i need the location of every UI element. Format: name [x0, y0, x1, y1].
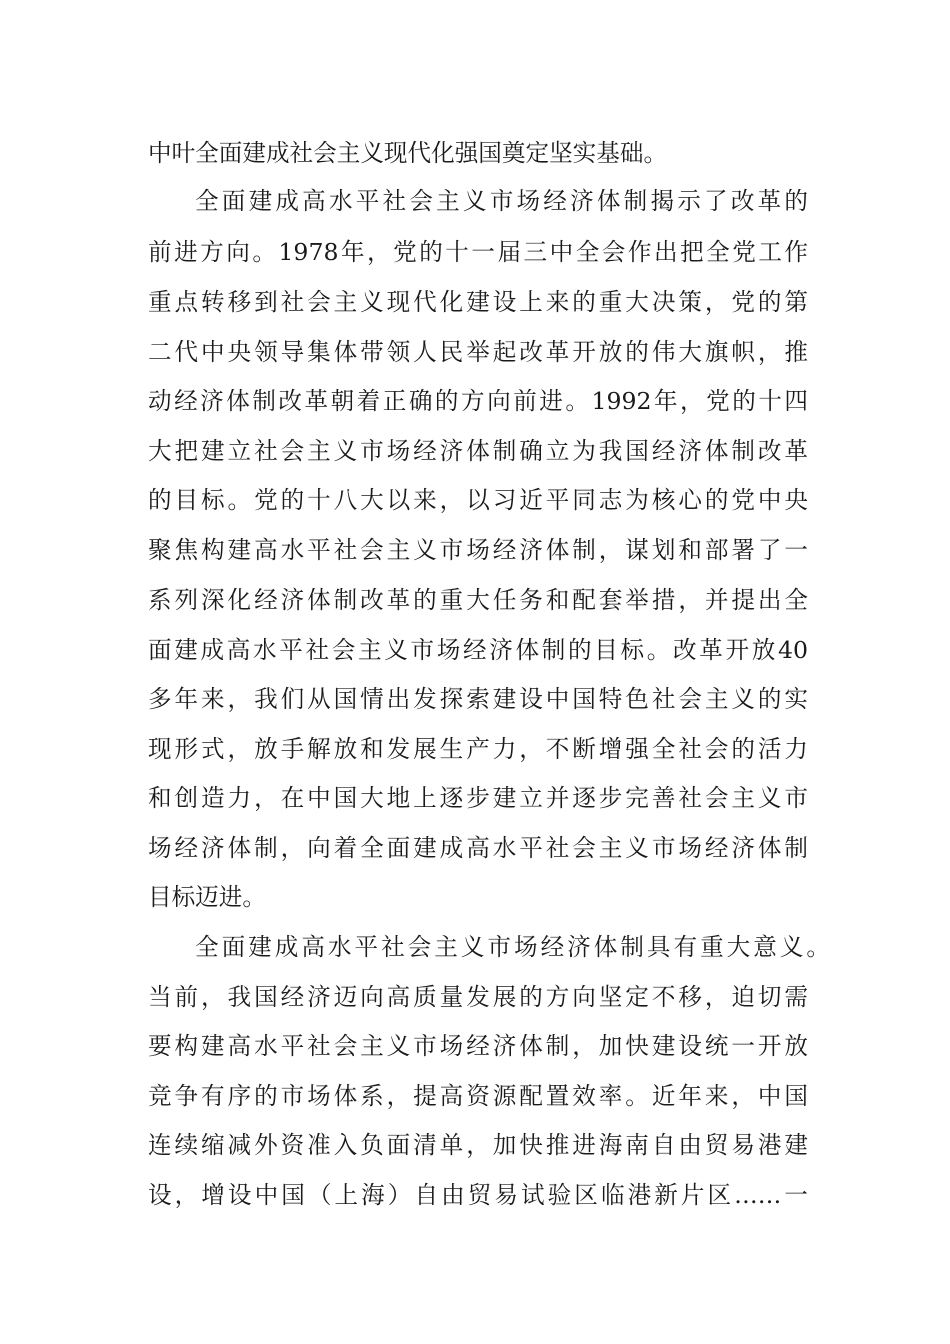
text-line: 中叶全面建成社会主义现代化强国奠定坚实基础。 [148, 139, 668, 167]
text-line: 二代中央领导集体带领人民举起改革开放的伟大旗帜，推 [148, 338, 808, 366]
text-line: 前进方向。1978年，党的十一届三中全会作出把全党工作 [148, 238, 808, 266]
paragraph-first-line: 全面建成高水平社会主义市场经济体制具有重大意义。 [195, 933, 830, 961]
text-line: 当前，我国经济迈向高质量发展的方向坚定不移，迫切需 [148, 983, 808, 1011]
text-line: 现形式，放手解放和发展生产力，不断增强全社会的活力 [148, 735, 808, 763]
text-line: 动经济体制改革朝着正确的方向前进。1992年，党的十四 [148, 387, 808, 415]
text-line: 连续缩减外资准入负面清单，加快推进海南自由贸易港建 [148, 1131, 808, 1159]
text-line: 聚焦构建高水平社会主义市场经济体制，谋划和部署了一 [148, 536, 808, 564]
text-line: 目标迈进。 [148, 883, 266, 911]
paragraph-first-line: 全面建成高水平社会主义市场经济体制揭示了改革的 [195, 187, 808, 215]
text-line: 设，增设中国（上海）自由贸易试验区临港新片区……一 [148, 1181, 808, 1209]
text-line: 大把建立社会主义市场经济体制确立为我国经济体制改革 [148, 437, 808, 465]
text-line: 面建成高水平社会主义市场经济体制的目标。改革开放40 [148, 636, 808, 664]
text-line: 竞争有序的市场体系，提高资源配置效率。近年来，中国 [148, 1082, 808, 1110]
text-line: 重点转移到社会主义现代化建设上来的重大决策，党的第 [148, 288, 808, 316]
text-line: 场经济体制，向着全面建成高水平社会主义市场经济体制 [148, 834, 808, 862]
text-line: 和创造力，在中国大地上逐步建立并逐步完善社会主义市 [148, 784, 808, 812]
text-line: 的目标。党的十八大以来，以习近平同志为核心的党中央 [148, 486, 808, 514]
text-line: 多年来，我们从国情出发探索建设中国特色社会主义的实 [148, 685, 808, 713]
text-line: 系列深化经济体制改革的重大任务和配套举措，并提出全 [148, 586, 808, 614]
text-line: 要构建高水平社会主义市场经济体制，加快建设统一开放 [148, 1032, 808, 1060]
